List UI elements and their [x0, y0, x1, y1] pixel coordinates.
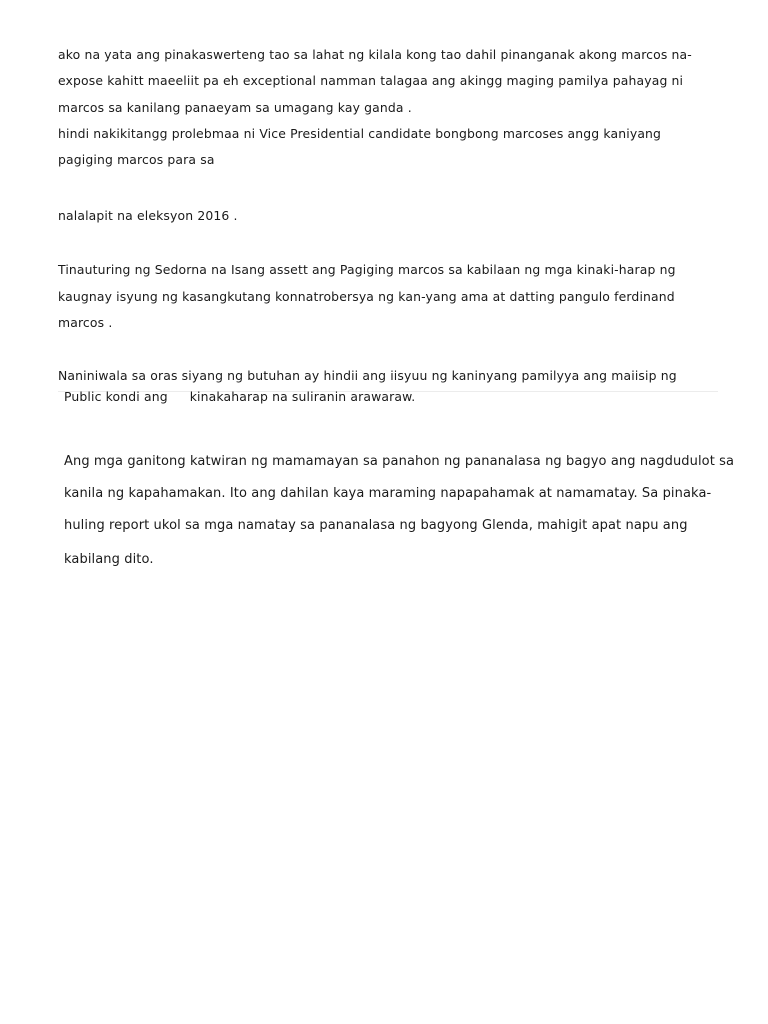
paragraph-line: ako na yata ang pinakaswerteng tao sa lahat ng kilala kong tao dahil pinanganak akong marcos na- — [58, 47, 692, 62]
paragraph-line: marcos sa kanilang panaeyam sa umagang kay ganda . — [58, 100, 412, 115]
paragraph-line: pagiging marcos para sa — [58, 152, 215, 167]
paragraph-line: nalalapit na eleksyon 2016 . — [58, 208, 238, 223]
text-fragment: kinakaharap na suliranin arawaraw. — [189, 389, 416, 404]
paragraph-line: expose kahitt maeeliit pa eh exceptional namman talagaa ang akingg maging pamilya pahayag ni — [58, 73, 684, 88]
paragraph-line: huling report ukol sa mga namatay sa pananalasa ng bagyong Glenda, mahigit apat napu ang — [64, 518, 688, 533]
paragraph-line: Ang mga ganitong katwiran ng mamamayan sa panahon ng pananalasa ng bagyo ang nagdudulot sa — [64, 454, 735, 469]
paragraph-line: hindi nakikitangg prolebmaa ni Vice Presidential candidate bongbong marcoses angg kaniyang — [58, 126, 662, 141]
paragraph-line: kaugnay isyung ng kasangkutang konnatrobersya ng kan-yang ama at datting pangulo ferdinand — [58, 289, 675, 304]
paragraph-line: kanila ng kapahamakan. Ito ang dahilan kaya maraming napapahamak at namamatay. Sa pinaka- — [64, 486, 712, 501]
text-fragment: Public kondi ang — [64, 389, 168, 404]
paragraph-line: Tinauturing ng Sedorna na Isang assett ang Pagiging marcos sa kabilaan ng mga kinaki-harap ng — [58, 262, 676, 277]
paragraph-line: marcos . — [58, 315, 113, 330]
paragraph-line — [64, 389, 415, 404]
paragraph-line: kabilang dito. — [64, 552, 154, 567]
paragraph-line: Naniniwala sa oras siyang ng butuhan ay hindii ang iisyuu ng kaninyang pamilyya ang maiisip ng — [58, 368, 677, 383]
